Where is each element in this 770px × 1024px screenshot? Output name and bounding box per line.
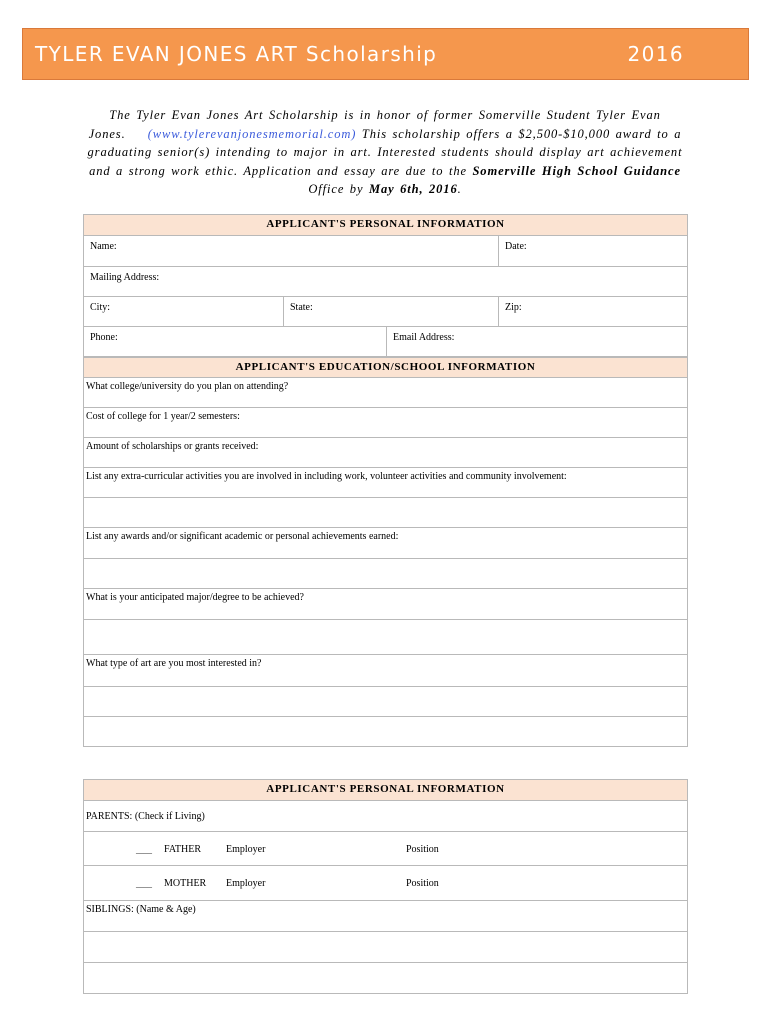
deadline: May 6th, 2016	[368, 182, 458, 196]
date-label: Date:	[505, 241, 527, 252]
city-label: City:	[90, 302, 111, 313]
activities-field[interactable]	[84, 468, 688, 498]
awards-answer-line[interactable]	[84, 559, 688, 589]
father-check-blank[interactable]: ____	[136, 846, 152, 855]
mother-label: MOTHER	[164, 878, 207, 889]
email-label: Email Address:	[393, 332, 455, 343]
personal-info-table	[83, 214, 688, 357]
scholarships-label: Amount of scholarships or grants received:	[86, 441, 259, 452]
title-banner	[22, 28, 749, 80]
siblings-field[interactable]	[84, 901, 688, 932]
intro-text-1: The Tyler Evan Jones Art Scholarship is in honor of former Somerville Student Tyler Evan Jones.	[88, 108, 661, 141]
mother-row	[84, 866, 688, 901]
education-info-table	[83, 357, 688, 747]
parents-label: PARENTS: (Check if Living)	[86, 811, 205, 822]
guidance-office: Somerville High School Guidance	[472, 163, 681, 178]
major-label: What is your anticipated major/degree to be achieved?	[86, 592, 304, 603]
awards-label: List any awards and/or significant academic or personal achievements earned:	[86, 531, 399, 542]
parents-row	[84, 801, 688, 832]
scholarships-field[interactable]	[84, 438, 688, 468]
major-answer-line[interactable]	[84, 620, 688, 655]
intro-text-2: This scholarship offers a $2,500-$10,000 award to a graduating senior(s) intending to major in art. Interested students should display art achievement and a strong work ethic. Application and essay are due to the	[87, 126, 683, 178]
mother-check-blank[interactable]: ____	[136, 880, 152, 889]
art-type-answer-line-1[interactable]	[84, 687, 688, 717]
family-info-header: APPLICANT'S PERSONAL INFORMATION	[84, 780, 688, 801]
father-row	[84, 832, 688, 866]
intro-paragraph	[80, 106, 690, 199]
siblings-answer-line-2[interactable]	[84, 963, 688, 994]
intro-end: .	[457, 182, 462, 196]
major-field[interactable]	[84, 589, 688, 620]
mother-position-label: Position	[406, 878, 439, 889]
cost-label: Cost of college for 1 year/2 semesters:	[86, 411, 240, 422]
zip-field[interactable]	[499, 297, 688, 327]
mailing-address-field[interactable]	[84, 267, 688, 297]
awards-field[interactable]	[84, 528, 688, 559]
family-info-table	[83, 779, 688, 994]
date-field[interactable]	[499, 236, 688, 267]
phone-field[interactable]	[84, 327, 387, 357]
art-type-answer-line-2[interactable]	[84, 717, 688, 747]
art-type-label: What type of art are you most interested in?	[86, 658, 262, 669]
education-info-header: APPLICANT'S EDUCATION/SCHOOL INFORMATION	[84, 358, 688, 378]
college-label: What college/university do you plan on attending?	[86, 381, 289, 392]
activities-answer-line[interactable]	[84, 498, 688, 528]
father-employer-label: Employer	[226, 844, 266, 855]
email-field[interactable]	[387, 327, 688, 357]
siblings-label: SIBLINGS: (Name & Age)	[86, 904, 196, 915]
zip-label: Zip:	[505, 302, 522, 313]
cost-field[interactable]	[84, 408, 688, 438]
art-type-field[interactable]	[84, 655, 688, 687]
phone-label: Phone:	[90, 332, 118, 343]
college-field[interactable]	[84, 378, 688, 408]
city-field[interactable]	[84, 297, 284, 327]
mailing-address-label: Mailing Address:	[90, 272, 160, 283]
intro-text-3: Office by	[308, 182, 369, 196]
scholarship-year: 2016	[627, 42, 684, 66]
scholarship-title: TYLER EVAN JONES ART Scholarship	[35, 42, 438, 66]
father-position-label: Position	[406, 844, 439, 855]
father-label: FATHER	[164, 844, 202, 855]
activities-label: List any extra-curricular activities you are involved in including work, volunteer activities and community involvement:	[86, 471, 567, 482]
name-label: Name:	[90, 241, 117, 252]
name-field[interactable]	[84, 236, 499, 267]
siblings-answer-line-1[interactable]	[84, 932, 688, 963]
state-field[interactable]	[284, 297, 499, 327]
state-label: State:	[290, 302, 313, 313]
personal-info-header: APPLICANT'S PERSONAL INFORMATION	[84, 215, 688, 236]
memorial-website-link[interactable]: (www.tylerevanjonesmemorial.com)	[147, 126, 357, 141]
mother-employer-label: Employer	[226, 878, 266, 889]
